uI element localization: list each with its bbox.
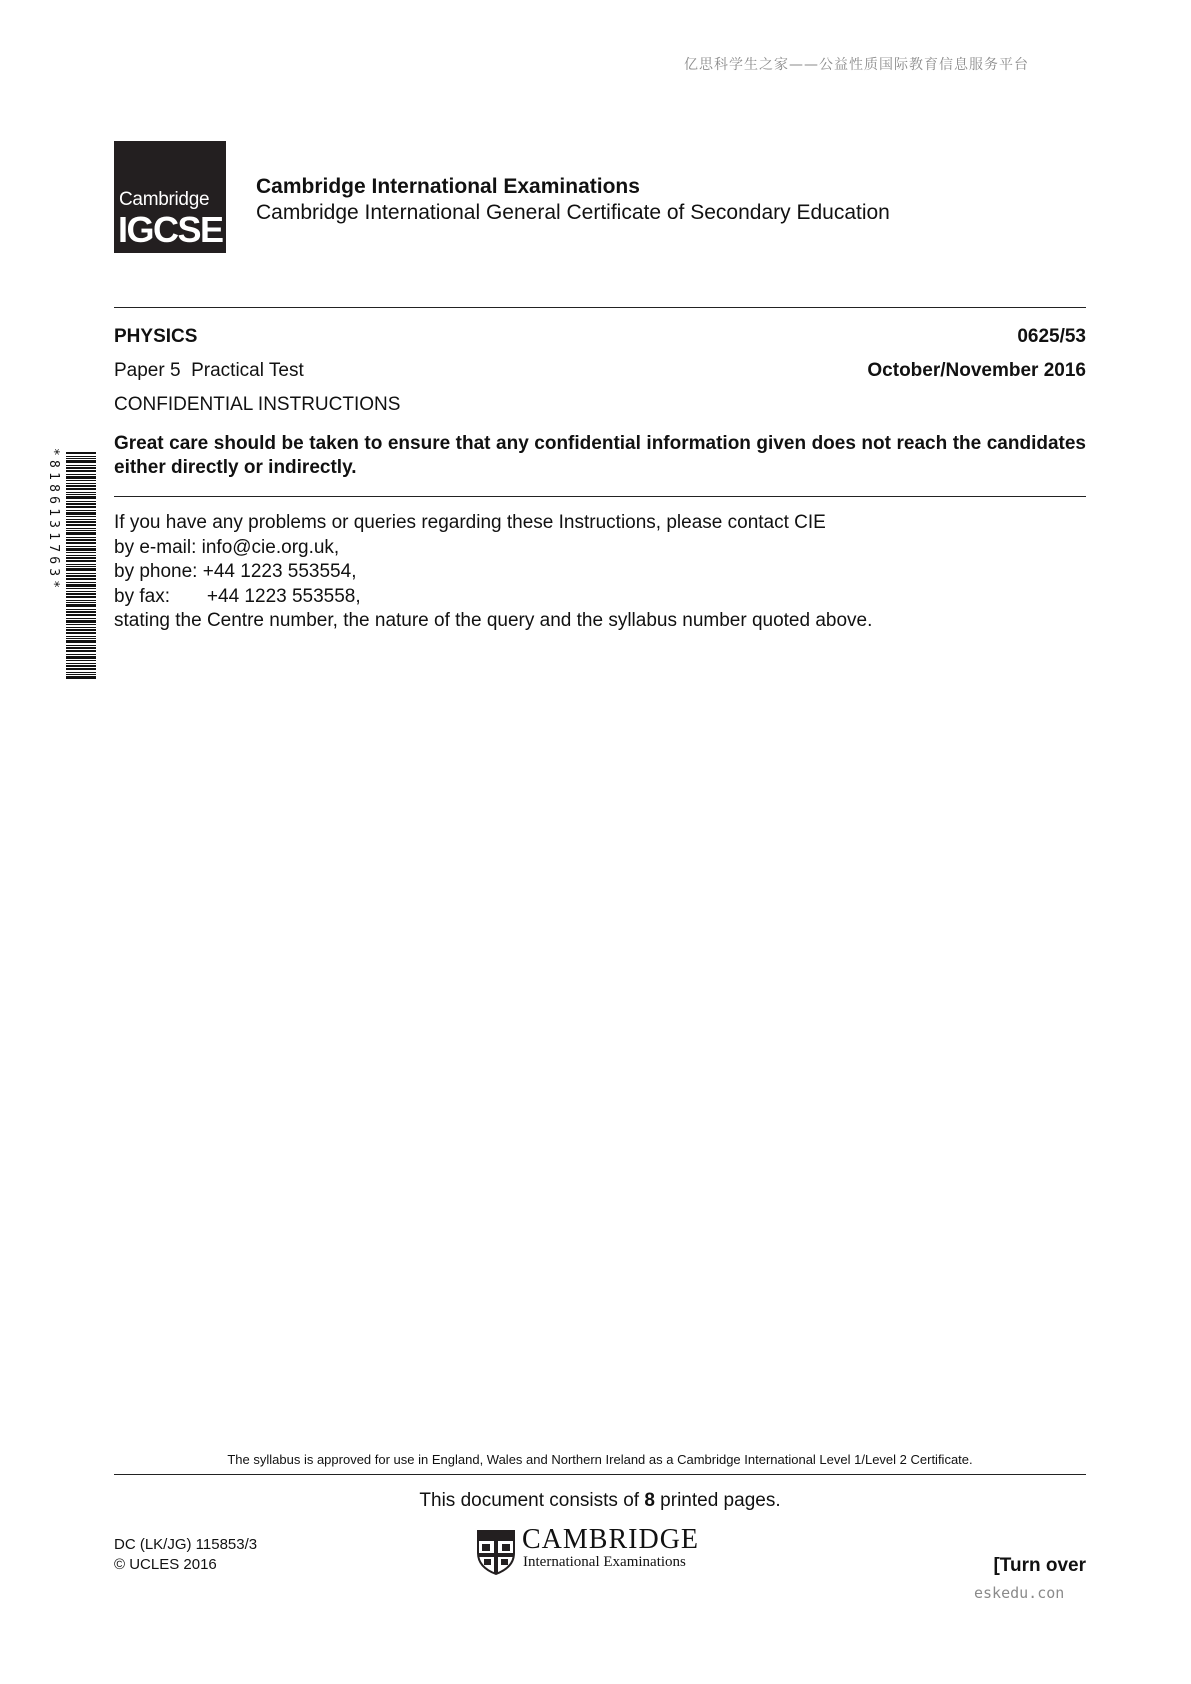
barcode-bar — [66, 676, 96, 679]
qualification-name: Cambridge International General Certificate of Secondary Education — [256, 201, 890, 224]
contact-intro: If you have any problems or queries regarding these Instructions, please contact CIE — [114, 512, 826, 533]
barcode-bar — [66, 591, 96, 592]
barcode-bar — [66, 524, 96, 526]
barcode-bar — [66, 663, 96, 664]
barcode-bar — [66, 555, 96, 556]
page-count-suffix: printed pages. — [654, 1490, 781, 1511]
barcode-bar — [66, 474, 96, 475]
page-count-prefix: This document consists of — [419, 1490, 645, 1511]
barcode-bar — [66, 629, 96, 631]
barcode-bar — [66, 564, 96, 565]
barcode-bar — [66, 503, 96, 505]
syllabus-code: 0625/53 — [1017, 326, 1086, 347]
barcode-bar — [66, 470, 96, 472]
igcse-logo — [114, 141, 226, 253]
contact-fax: by fax: +44 1223 553558, — [114, 585, 361, 607]
barcode-bar — [66, 647, 96, 649]
barcode-bar — [66, 656, 96, 659]
barcode-bar — [66, 496, 96, 499]
barcode-bar — [66, 575, 96, 577]
barcode-bar — [66, 609, 96, 610]
barcode-bar — [66, 506, 96, 508]
barcode-bar — [66, 636, 96, 637]
exam-board-name: Cambridge International Examinations — [256, 175, 640, 198]
document-reference: DC (LK/JG) 115853/3 — [114, 1536, 258, 1553]
barcode-bar — [66, 604, 96, 607]
barcode-bar — [66, 552, 96, 553]
barcode-bar — [66, 480, 96, 481]
barcode-bar — [66, 501, 96, 502]
logo-line-2: IGCSE — [118, 209, 223, 250]
barcode-bar — [66, 530, 96, 531]
contact-phone: by phone: +44 1223 553554, — [114, 561, 357, 582]
barcode-bar — [66, 465, 96, 466]
footer-divider — [114, 1474, 1086, 1475]
header-divider — [114, 307, 1086, 308]
barcode-bar — [66, 512, 96, 515]
barcode-bar — [66, 456, 96, 457]
barcode-bar — [66, 452, 96, 454]
barcode-bar — [66, 640, 96, 643]
exam-session: October/November 2016 — [867, 360, 1086, 381]
document-type: CONFIDENTIAL INSTRUCTIONS — [114, 394, 401, 415]
subject-title: PHYSICS — [114, 326, 198, 347]
barcode-bar — [66, 668, 96, 670]
barcode-bar — [66, 548, 96, 551]
barcode-bar — [66, 582, 96, 583]
barcode-bar — [66, 566, 96, 567]
barcode-bar — [66, 632, 96, 634]
contact-info — [114, 511, 872, 634]
barcode-bar — [66, 672, 96, 673]
barcode-bar — [66, 620, 96, 623]
page-count-statement — [0, 1490, 1191, 1512]
cambridge-wordmark-subtitle: International Examinations — [523, 1554, 686, 1570]
barcode-bar — [66, 602, 96, 603]
watermark-top: 亿思科学生之家——公益性质国际教育信息服务平台 — [684, 57, 1029, 73]
barcode-bar — [66, 485, 96, 487]
barcode-bar — [66, 654, 96, 655]
barcode-bar — [66, 596, 96, 598]
barcode-bar — [66, 539, 96, 541]
barcode-bar — [66, 665, 96, 667]
barcode-bar — [66, 519, 96, 520]
barcode-bar — [66, 674, 96, 675]
barcode-text: *8186131763* — [46, 448, 61, 593]
syllabus-approval-note: The syllabus is approved for use in England, Wales and Northern Ireland as a Cambridge International Level 1/Level 2 Certificate. — [227, 1452, 973, 1467]
barcode-bar — [66, 650, 96, 652]
barcode-bar — [66, 645, 96, 646]
barcode-bar — [66, 537, 96, 538]
warning-divider — [114, 496, 1086, 497]
barcode-bar — [66, 578, 96, 580]
barcode-bar — [66, 483, 96, 484]
barcode-bar — [66, 600, 96, 601]
barcode-bar — [66, 560, 96, 562]
barcode-bar — [66, 573, 96, 574]
contact-closing: stating the Centre number, the nature of the query and the syllabus number quoted above. — [114, 610, 873, 631]
barcode-bar — [66, 467, 96, 469]
cambridge-wordmark: CAMBRIDGE — [522, 1524, 700, 1555]
barcode-bar — [66, 638, 96, 639]
page-count-number: 8 — [644, 1490, 655, 1511]
barcode-bar — [66, 557, 96, 559]
barcode-bar — [66, 488, 96, 490]
confidentiality-warning: Great care should be taken to ensure that any confidential information given does not reach the candidates either directly or indirectly. — [114, 433, 1086, 478]
cambridge-crest-icon — [476, 1529, 516, 1575]
barcode-bar — [66, 584, 96, 587]
barcode-bar — [66, 614, 96, 616]
barcode-bar — [66, 624, 96, 625]
copyright-notice: © UCLES 2016 — [114, 1556, 217, 1573]
barcode-bar — [66, 593, 96, 595]
contact-email: by e-mail: info@cie.org.uk, — [114, 536, 340, 558]
barcode-bar — [66, 492, 96, 493]
barcode-bar — [66, 627, 96, 628]
barcode — [44, 448, 98, 681]
barcode-bar — [66, 528, 96, 529]
barcode-bar — [66, 460, 96, 463]
barcode-bar — [66, 458, 96, 459]
turn-over-note: [Turn over — [993, 1555, 1086, 1576]
barcode-bar — [66, 510, 96, 511]
barcode-bar — [66, 521, 96, 523]
barcode-bar — [66, 532, 96, 535]
watermark-bottom: eskedu.con — [974, 1584, 1065, 1602]
barcode-bar — [66, 542, 96, 544]
barcode-bar — [66, 611, 96, 613]
barcode-bar — [66, 568, 96, 571]
barcode-bar — [66, 516, 96, 517]
paper-title: Paper 5 Practical Test — [114, 360, 304, 381]
barcode-bar — [66, 546, 96, 547]
barcode-bar — [66, 660, 96, 661]
barcode-bar — [66, 494, 96, 495]
barcode-bar — [66, 476, 96, 479]
barcode-bar — [66, 618, 96, 619]
logo-line-1: Cambridge — [119, 189, 210, 210]
barcode-bar — [66, 588, 96, 589]
